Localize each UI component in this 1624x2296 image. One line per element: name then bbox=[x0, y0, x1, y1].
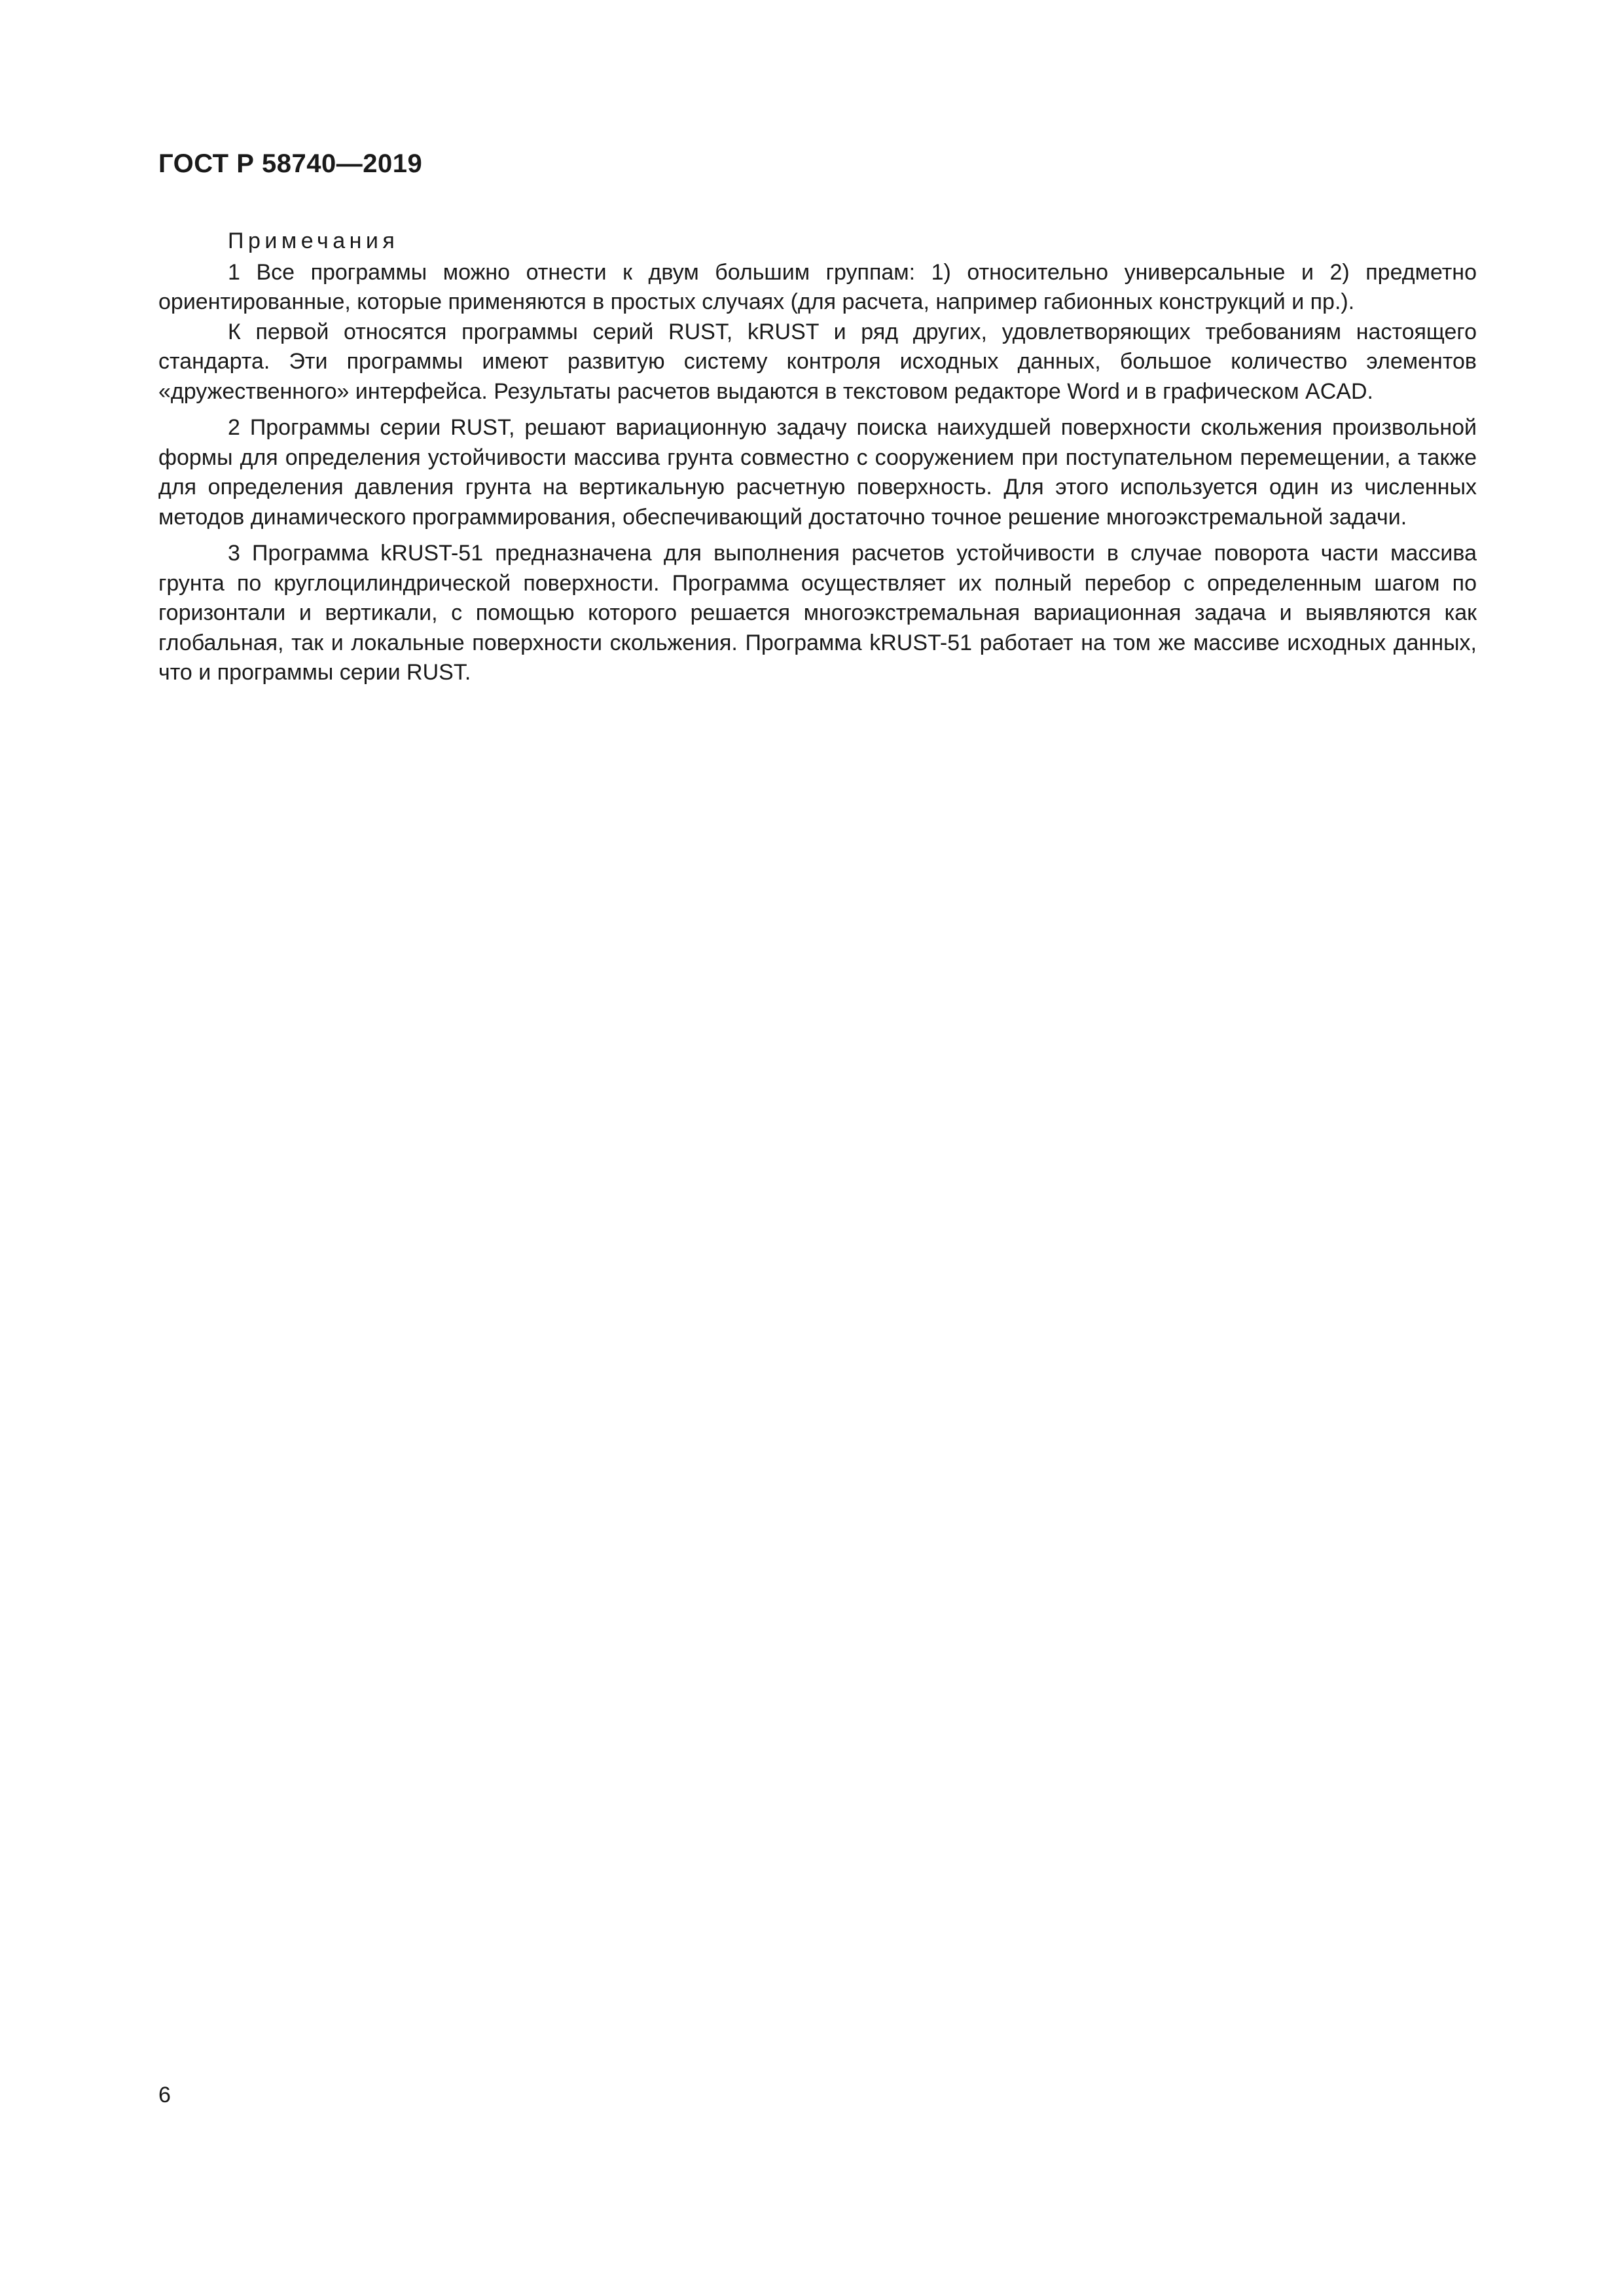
note-paragraph-2: 2 Программы серии RUST, решают вариационную задачу поиска наихудшей поверхности скольжения произвольной формы для определения устойчивости массива грунта совместно с сооружением при поступательном перемещении, а также для определения давления грунта на вертикальную расчетную поверхность. Для этого используется один из численных методов динамического программирования, обеспечивающий достаточно точное решение многоэкстремальной задачи. bbox=[158, 415, 1477, 530]
note-paragraph-1-continued: К первой относятся программы серий RUST, kRUST и ряд других, удовлетворяющих требованиям настоящего стандарта. Эти программы имеют развитую систему контроля исходных данных, большое количество элементов «дружественного» интерфейса. Результаты расчетов выдаются в текстовом редакторе Word и в графическом ACAD. bbox=[158, 319, 1477, 404]
note-paragraph-1: 1 Все программы можно отнести к двум большим группам: 1) относительно универсальные и 2) предметно ориентированные, которые применяются в простых случаях (для расчета, например габионных конструкций и пр.). bbox=[158, 259, 1477, 314]
page-number: 6 bbox=[158, 2083, 171, 2107]
notes-title: Примечания bbox=[228, 228, 399, 253]
document-header: ГОСТ Р 58740—2019 bbox=[158, 149, 423, 178]
note-paragraph-3: 3 Программа kRUST-51 предназначена для выполнения расчетов устойчивости в случае поворота части массива грунта по круглоцилиндрической поверхности. Программа осуществляет их полный перебор с определенным шагом по горизонтали и вертикали, с помощью которого решается многоэкстремальная вариационная задача и выявляются как глобальная, так и локальные поверхности скольжения. Программа kRUST-51 работает на том же массиве исходных данных, что и программы серии RUST. bbox=[158, 541, 1477, 685]
notes-section bbox=[158, 227, 1477, 688]
